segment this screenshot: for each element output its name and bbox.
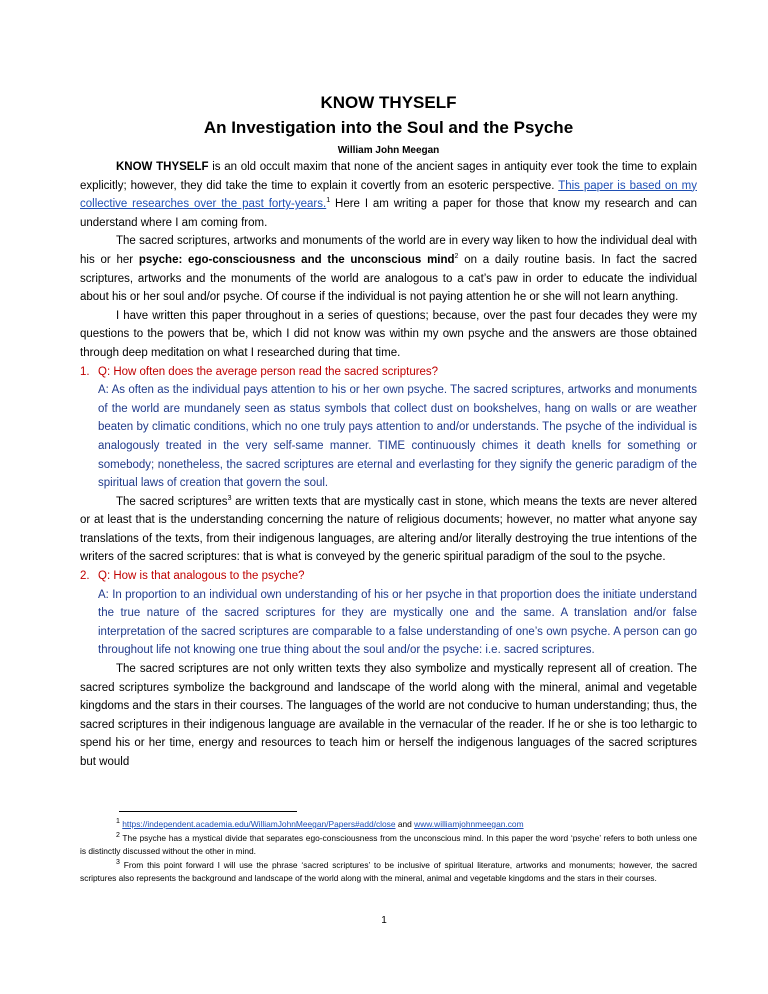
psyche-text-a: The sacred scriptures, artworks and monuments of the world are in every way liken to how the individual deal with his or her xyxy=(80,235,697,266)
footnote-3-text: From this point forward I will use the phrase ‘sacred scriptures’ to be inclusive of spiritual literature, artworks and monuments; however, the sacred scriptures also represents the background and landscape of the world along with the mineral, animal and vegetable kingdoms and the stars in their courses. xyxy=(80,860,697,884)
research-link[interactable]: This paper is based on my collective researches over the past forty-years. xyxy=(80,179,697,211)
footnote-ref-3[interactable]: 3 xyxy=(227,494,232,502)
psyche-text-b: on a daily routine basis. In fact the sacred scriptures, artworks and the monuments of the world are analogous to a cat’s paw in order to educate the individual about his or her soul and/or psyche. Of course if the individual is not paying attention he or she will not learn anything. xyxy=(80,253,697,304)
footnote-2-number: 2 xyxy=(116,832,120,840)
footnote-1-and: and xyxy=(395,819,415,829)
question-1-text: Q: How often does the average person read the sacred scriptures? xyxy=(98,365,439,378)
footnote-3 xyxy=(80,859,697,886)
paragraph-questions: I have written this paper throughout in a series of questions; because, over the past four decades they were my questions to the powers that be, which I did not know was within my own psyche and the answers are those obtained through deep meditation on what I researched during that time. xyxy=(80,309,697,359)
document-title: KNOW THYSELF xyxy=(320,93,457,112)
psyche-bold: psyche: ego-consciousness and the unconscious mind xyxy=(138,253,455,266)
question-1 xyxy=(80,363,697,382)
document-author: William John Meegan xyxy=(337,145,440,156)
question-1-number: 1. xyxy=(80,365,90,378)
answer-1: A: As often as the individual pays attention to his or her own psyche. The sacred scriptures, artworks and monuments of the world are mundanely seen as status symbols that collect dust on bookshelves, hang on walls or are weather beaten by climatic conditions, which no one truly pays attention to and/or understands. The psyche of the individual is analogously treated in the very self-same manner. TIME continuously chimes it death knells for something or somebody; nonetheless, the sacred scriptures are eternal and everlasting for they signify the generic paradigm of the spiritual laws of creation that govern the soul. xyxy=(98,384,697,490)
question-2-number: 2. xyxy=(80,570,90,583)
paragraph-psyche xyxy=(80,232,697,306)
scriptures-text-b: are written texts that are mystically cast in stone, which means the texts are never altered or at least that is the understanding concerning the nature of religious documents; however, no matter what anyone say translations of the texts, from their indigenous languages, are altering and/or literally destroying the true intentions of the writers of the sacred scriptures: that is what is conveyed by the generic spiritual paradigm of the soul to the psyche. xyxy=(80,495,697,564)
intro-lead: KNOW THYSELF xyxy=(116,161,209,173)
footnote-separator xyxy=(119,811,297,812)
question-2 xyxy=(80,567,697,586)
website-link[interactable]: www.williamjohnmeegan.com xyxy=(414,819,524,829)
scriptures-text-a: The sacred scriptures xyxy=(116,495,228,508)
paragraph-intro xyxy=(80,158,697,232)
document-subtitle: An Investigation into the Soul and the Psyche xyxy=(203,118,574,137)
footnote-ref-1[interactable]: 1 xyxy=(326,197,331,205)
academia-link[interactable]: https://independent.academia.edu/WilliamJohnMeegan/Papers#add/close xyxy=(122,819,396,829)
question-2-text: Q: How is that analogous to the psyche? xyxy=(98,570,305,583)
answer-2: A: In proportion to an individual own understanding of his or her psyche in that proportion does the initiate understand the true nature of the sacred scriptures for they are mystically one and the same. A translation and/or false interpretation of the sacred scriptures are comparable to a false understanding of one’s own psyche. A person can go throughout life not knowing one true thing about the soul and/or the psyche: i.e. sacred scriptures. xyxy=(98,588,697,657)
intro-text-a: is an old occult maxim that none of the ancient sages in antiquity ever took the time to explain explicitly; however, they did take the time to explain it covertly from an esoteric perspective. xyxy=(80,161,697,192)
page-number: 1 xyxy=(381,915,387,926)
footnote-3-number: 3 xyxy=(116,859,120,867)
paragraph-creation: The sacred scriptures are not only written texts they also symbolize and mystically represent all of creation. The sacred scriptures symbolize the background and landscape of the world along with the mineral, animal and vegetable kingdoms and the stars in their courses. The languages of the world are not conducive to human understanding; thus, the sacred scriptures in their indigenous language are available in the vernacular of the reader. If he or she is too lethargic to spend his or her time, energy and resources to teach him or herself the indigenous languages of the sacred scriptures but would xyxy=(80,663,697,768)
footnote-ref-2[interactable]: 2 xyxy=(454,253,459,261)
intro-text-b: Here I am writing a paper for those that know my research and can understand where I am coming from. xyxy=(80,198,697,229)
footnote-2 xyxy=(80,832,697,859)
paragraph-scriptures xyxy=(80,493,697,567)
footnote-2-text: The psyche has a mystical divide that separates ego-consciousness from the unconscious mind. In this paper the word ‘psyche’ refers to both unless one is distinctly discussed without the other in mind. xyxy=(80,833,697,857)
footnote-1-number: 1 xyxy=(116,818,120,826)
footnote-1 xyxy=(80,818,697,831)
document-page xyxy=(80,92,697,772)
